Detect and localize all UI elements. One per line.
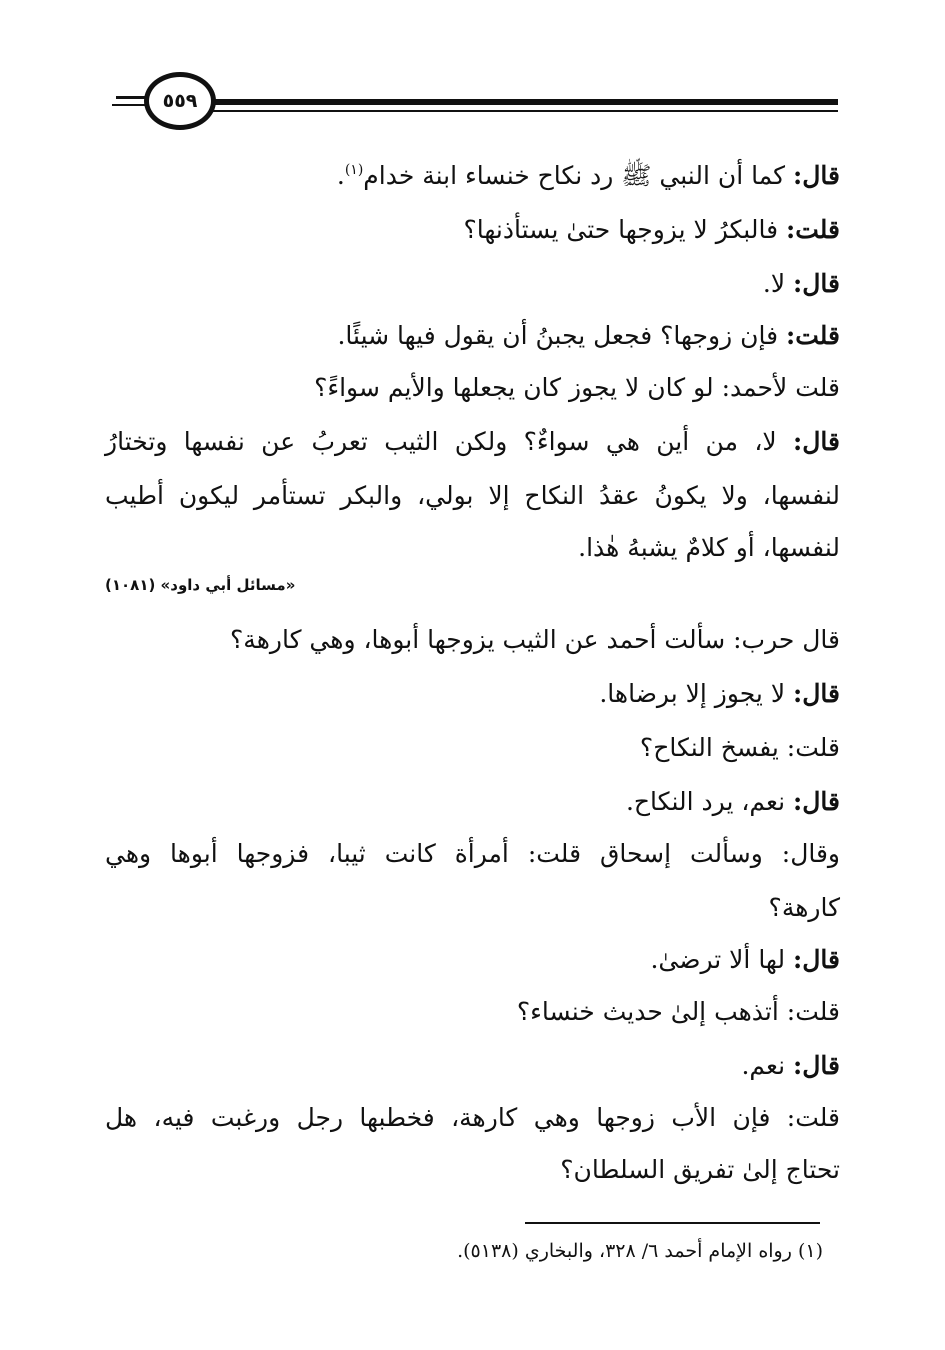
page-number: ٥٥٩: [144, 72, 216, 130]
line-text: تحتاج إلىٰ تفريق السلطان؟: [560, 1155, 840, 1184]
text-line: [230, 622, 840, 658]
speaker-label: قلت:: [785, 215, 840, 244]
line-text: نعم.: [741, 1051, 794, 1080]
speaker-label: قال:: [793, 1051, 840, 1080]
speaker-label: قال:: [793, 161, 840, 190]
line-text: أتذهب إلىٰ حديث خنساء؟: [516, 997, 787, 1026]
speaker-label: قال:: [793, 945, 840, 974]
text-line: [105, 424, 840, 460]
text-line: [105, 478, 840, 514]
text-line: [626, 784, 840, 820]
footnote: (١) رواه الإمام أحمد ٦/ ٣٢٨، والبخاري (٥١٣٨).: [457, 1240, 823, 1262]
speaker-label: قلت لأحمد:: [721, 373, 840, 402]
line-text: لا يجوز إلا برضاها.: [599, 679, 794, 708]
footnote-separator: [525, 1222, 820, 1224]
text-line: [105, 836, 840, 872]
text-line: [769, 890, 840, 926]
source-citation: «مسائل أبي داود» (١٠٨١): [105, 576, 296, 594]
text-line: [337, 158, 840, 194]
line-text: قال حرب: سألت أحمد عن الثيب يزوجها أبوها، وهي كارهة؟: [230, 625, 840, 654]
text-line: [560, 1152, 840, 1188]
speaker-label: قال:: [793, 269, 840, 298]
text-line: [650, 942, 840, 978]
line-text: لو كان لا يجوز كان يجعلها والأيم سواءً؟: [314, 373, 722, 402]
speaker-label: قلت:: [786, 733, 840, 762]
line-text: فإن الأب زوجها وهي كارهة، فخطبها رجل ورغبت فيه، هل: [105, 1103, 787, 1132]
header-rule-thin: [210, 110, 838, 112]
speaker-label: قال:: [793, 787, 840, 816]
text-line: [640, 730, 840, 766]
line-end: .: [336, 161, 345, 190]
text-line: [105, 1100, 840, 1136]
line-text: لا.: [762, 269, 794, 298]
speaker-label: قلت:: [786, 1103, 840, 1132]
text-line: [337, 318, 840, 354]
speaker-label: قال:: [793, 679, 840, 708]
line-text: يفسخ النكاح؟: [639, 733, 787, 762]
text-line: [599, 676, 840, 712]
header-rule-thick: [210, 99, 838, 105]
text-line: [517, 994, 840, 1030]
text-line: [763, 266, 840, 302]
line-text: لها ألا ترضىٰ.: [650, 945, 794, 974]
line-text: لنفسها، ولا يكونُ عقدُ النكاح إلا بولي، والبكر تستأمر ليكون أطيب: [105, 481, 840, 510]
text-line: [741, 1048, 840, 1084]
line-text: كارهة؟: [768, 893, 840, 922]
line-text: فالبكرُ لا يزوجها حتىٰ يستأذنها؟: [463, 215, 786, 244]
speaker-label: قلت:: [786, 997, 840, 1026]
speaker-label: قال:: [793, 427, 840, 456]
line-text: لنفسها، أو كلامٌ يشبهُ هٰذا.: [578, 533, 840, 562]
text-line: [463, 212, 840, 248]
line-text: وقال: وسألت إسحاق قلت: أمرأة كانت ثيبا، فزوجها أبوها وهي: [105, 839, 840, 868]
line-text: فإن زوجها؟ فجعل يجبنُ أن يقول فيها شيئًا.: [337, 321, 786, 350]
footnote-ref: (١): [344, 162, 364, 178]
line-text: نعم، يرد النكاح.: [625, 787, 794, 816]
line-text: كما أن النبي ﷺ رد نكاح خنساء ابنة خدام: [363, 161, 794, 190]
text-line: [578, 530, 840, 566]
text-line: [314, 370, 840, 406]
speaker-label: قلت:: [785, 321, 840, 350]
line-text: لا، من أين هي سواءٌ؟ ولكن الثيب تعربُ عن نفسها وتختارُ: [105, 427, 794, 456]
